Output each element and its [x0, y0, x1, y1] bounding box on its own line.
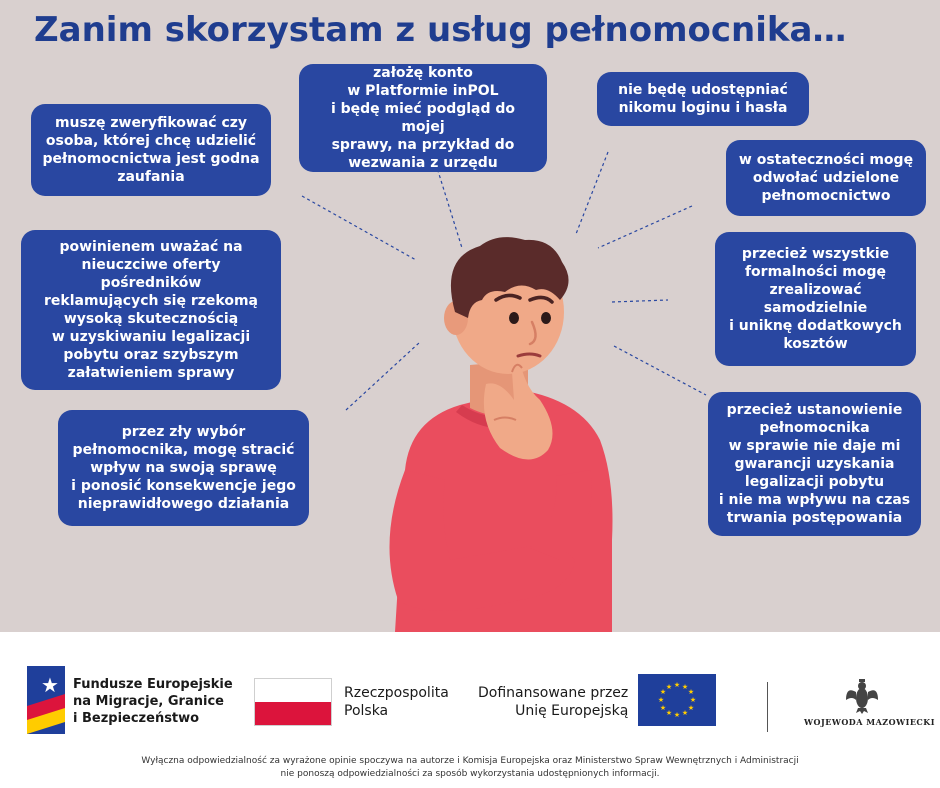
svg-text:★: ★	[659, 704, 667, 712]
poland-logo-text: Rzeczpospolita Polska	[344, 685, 449, 719]
svg-text:★: ★	[657, 696, 665, 704]
svg-text:★: ★	[681, 683, 689, 691]
svg-text:★: ★	[689, 696, 697, 704]
footer-logos	[0, 632, 940, 788]
eu-funds-logo-text: Fundusze Europejskie na Migracje, Granice i Bezpieczeństwo	[73, 677, 233, 726]
bubble-no-sharing: nie będę udostępniać nikomu loginu i hasła	[597, 72, 809, 126]
page-title: Zanim skorzystam z usług pełnomocnika…	[34, 10, 847, 50]
svg-text:★: ★	[673, 681, 681, 689]
bubble-revoke: w ostateczności mogę odwołać udzielone pełnomocnictwo	[726, 140, 926, 216]
svg-text:★: ★	[673, 711, 681, 719]
poland-flag-icon	[254, 678, 332, 726]
eu-flag-icon	[638, 674, 716, 726]
svg-text:★: ★	[41, 673, 59, 697]
polish-eagle-emblem-icon	[844, 678, 880, 714]
eu-cofunding-text: Dofinansowane przez Unię Europejską	[478, 685, 629, 719]
bubble-dishonest-offers: powinienem uważać na nieuczciwe oferty pośredników reklamujących się rzekomą wysoką skutecznością w uzyskiwaniu legalizacji pobytu oraz szybszym załatwieniem sprawy	[21, 230, 281, 390]
svg-text:★: ★	[665, 709, 673, 717]
svg-text:★: ★	[687, 704, 695, 712]
bubble-wrong-choice: przez zły wybór pełnomocnika, mogę stracić wpływ na swoją sprawę i ponosić konsekwencje jego nieprawidłowego działania	[58, 410, 309, 526]
disclaimer-text: Wyłączna odpowiedzialność za wyrażone opinie spoczywa na autorze i Komisja Europejska oraz Ministerstwo Spraw Wewnętrznych i Administracji nie ponoszą odpowiedzialności za sposób wykorzystania udostępnionych informacji.	[141, 756, 799, 779]
bubble-verify-trust: muszę zweryfikować czy osoba, której chcę udzielić pełnomocnictwa jest godna zaufania	[31, 104, 271, 196]
footer-divider	[767, 682, 768, 732]
svg-text:★: ★	[681, 709, 689, 717]
bubble-create-account: założę konto w Platformie inPOL i będę mieć podgląd do mojej sprawy, na przykład do wezwania z urzędu	[299, 64, 547, 172]
eu-funds-logo-icon	[27, 666, 65, 734]
svg-text:★: ★	[687, 688, 695, 696]
bubble-no-guarantee: przecież ustanowienie pełnomocnika w sprawie nie daje mi gwarancji uzyskania legalizacji pobytu i nie ma wpływu na czas trwania postępowania	[708, 392, 921, 536]
bubble-do-it-yourself: przecież wszystkie formalności mogę zrealizować samodzielnie i uniknę dodatkowych kosztów	[715, 232, 916, 366]
svg-text:★: ★	[659, 688, 667, 696]
voivode-label: WOJEWODA MAZOWIECKI	[804, 717, 935, 727]
svg-text:★: ★	[665, 683, 673, 691]
